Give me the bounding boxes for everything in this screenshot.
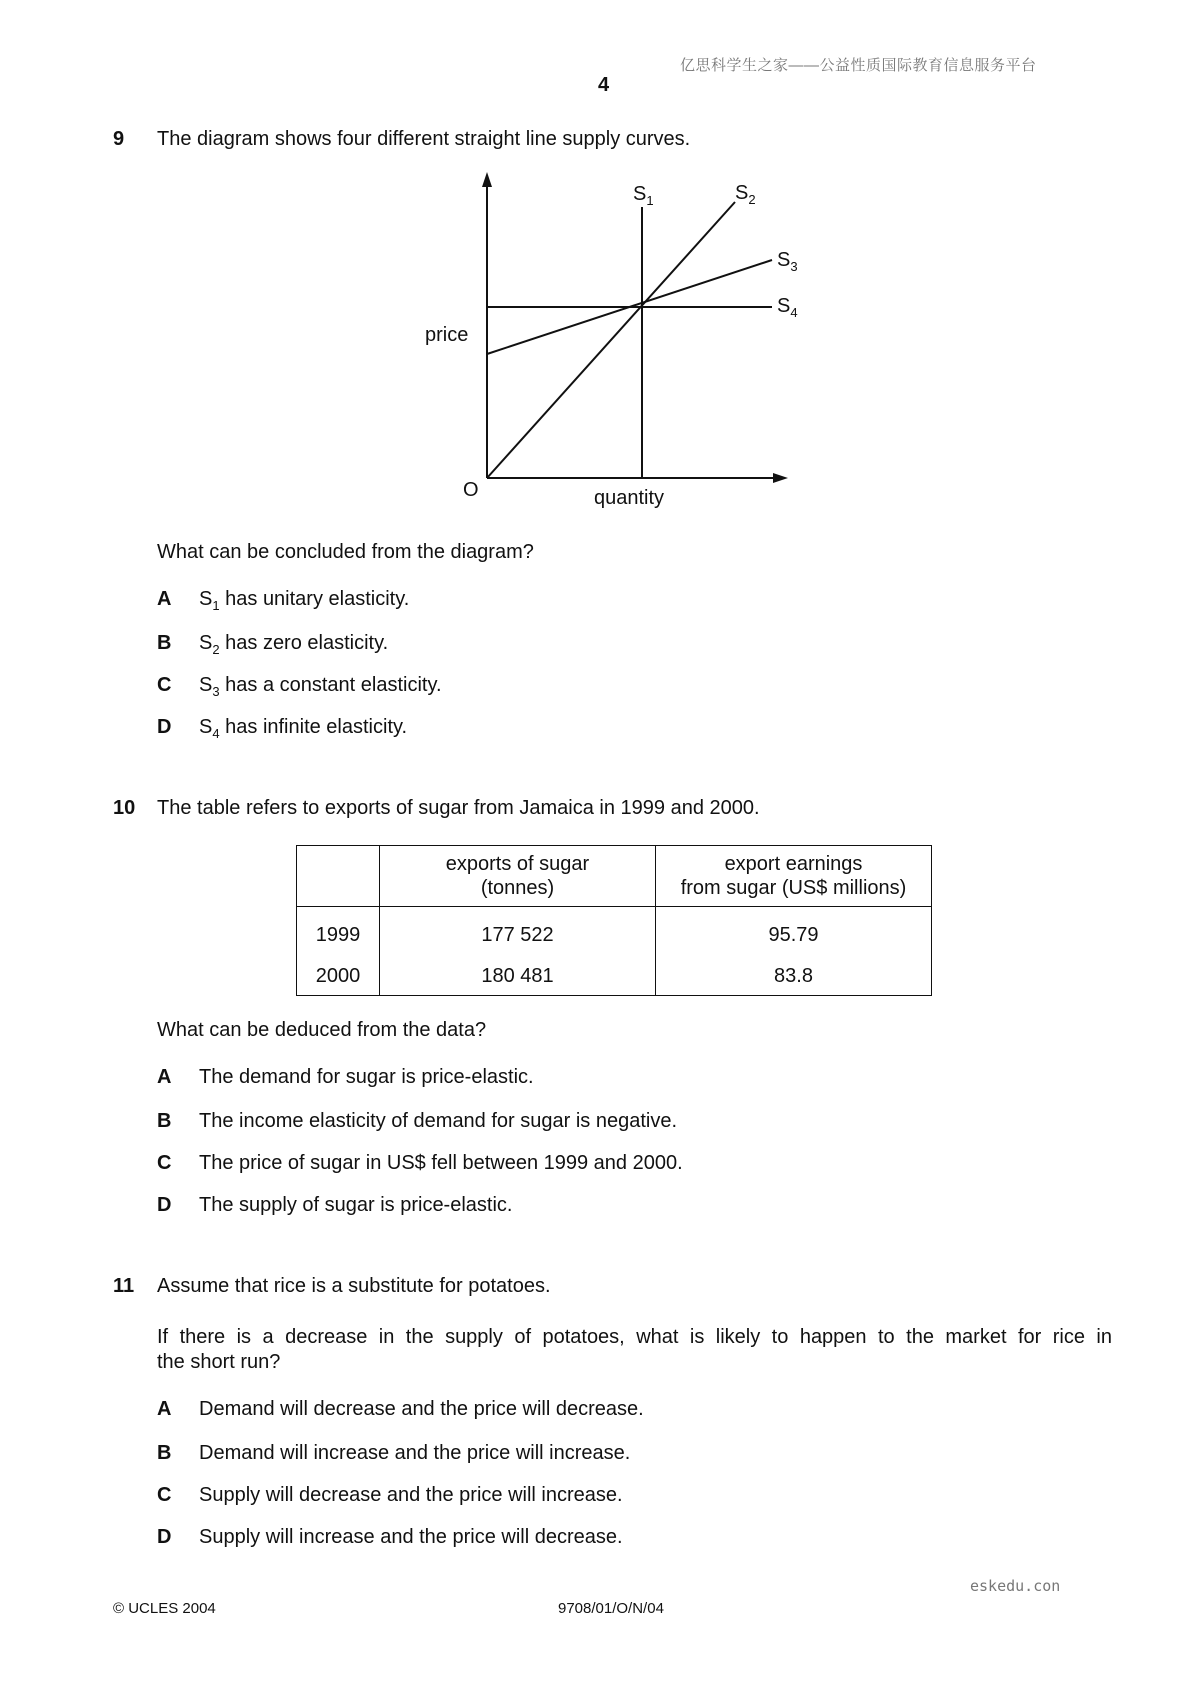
table-row	[297, 907, 932, 958]
table-cell-earnings: 95.79	[656, 907, 932, 958]
q10-question: What can be deduced from the data?	[157, 1019, 487, 1041]
q10-option-b: The income elasticity of demand for sugar is negative.	[199, 1110, 678, 1132]
q9-option-c-letter: C	[157, 674, 172, 696]
q11-question-line2: the short run?	[157, 1351, 281, 1373]
q11-number: 11	[113, 1275, 135, 1297]
q10-option-b-letter: B	[157, 1110, 172, 1132]
q9-option-d-letter: D	[157, 716, 172, 738]
label-s3: $S_3$	[777, 249, 798, 274]
table-header-empty	[297, 846, 380, 907]
table-cell-year: 2000	[297, 957, 380, 996]
q9-option-a-letter: A	[157, 588, 172, 610]
table-cell-earnings: 83.8	[656, 957, 932, 996]
q11-option-b: Demand will increase and the price will increase.	[199, 1442, 631, 1464]
label-s1: $S_1$	[633, 183, 654, 208]
page-number: 4	[598, 74, 610, 96]
q10-option-c-letter: C	[157, 1152, 172, 1174]
q10-option-d: The supply of sugar is price-elastic.	[199, 1194, 513, 1216]
q11-option-d: Supply will increase and the price will decrease.	[199, 1526, 623, 1548]
label-s4: $S_4$	[777, 295, 798, 320]
table-cell-exports: 180 481	[380, 957, 656, 996]
q9-option-d: $S_4$ has infinite elasticity.	[199, 716, 408, 741]
footer-copyright: © UCLES 2004	[113, 1600, 216, 1617]
x-axis-label: quantity	[594, 487, 665, 509]
y-axis-label: price	[425, 324, 469, 346]
footer-watermark: eskedu.con	[970, 1577, 1061, 1595]
q11-question-line1: If there is a decrease in the supply of potatoes, what is likely to happen to the market for rice in	[157, 1326, 1112, 1348]
q9-stem: The diagram shows four different straight line supply curves.	[157, 128, 691, 150]
y-axis-arrow	[482, 172, 492, 187]
q9-question: What can be concluded from the diagram?	[157, 541, 534, 563]
curve-s2	[487, 202, 735, 478]
table-header-earnings: export earnings from sugar (US$ millions)	[656, 846, 932, 907]
footer-code: 9708/01/O/N/04	[558, 1600, 664, 1617]
supply-curves-diagram	[410, 170, 810, 515]
q11-option-d-letter: D	[157, 1526, 172, 1548]
q9-option-c: $S_3$ has a constant elasticity.	[199, 674, 442, 699]
origin-label: O	[463, 479, 479, 501]
q11-option-b-letter: B	[157, 1442, 172, 1464]
q10-number: 10	[113, 797, 136, 819]
q10-stem: The table refers to exports of sugar from Jamaica in 1999 and 2000.	[157, 797, 760, 819]
q11-option-a: Demand will decrease and the price will decrease.	[199, 1398, 644, 1420]
q10-option-a-letter: A	[157, 1066, 172, 1088]
q9-option-b-letter: B	[157, 632, 172, 654]
q9-option-b: $S_2$ has zero elasticity.	[199, 632, 389, 657]
label-s2: $S_2$	[735, 182, 756, 207]
header-watermark: 亿思科学生之家——公益性质国际教育信息服务平台	[680, 57, 1037, 74]
q9-option-a: $S_1$ has unitary elasticity.	[199, 588, 410, 613]
x-axis-arrow	[773, 473, 788, 483]
q11-option-c-letter: C	[157, 1484, 172, 1506]
q11-stem: Assume that rice is a substitute for potatoes.	[157, 1275, 551, 1297]
table-header-exports: exports of sugar (tonnes)	[380, 846, 656, 907]
sugar-exports-table	[296, 845, 932, 996]
table-row	[297, 957, 932, 996]
q10-option-d-letter: D	[157, 1194, 172, 1216]
q11-option-c: Supply will decrease and the price will increase.	[199, 1484, 623, 1506]
q11-option-a-letter: A	[157, 1398, 172, 1420]
q10-option-a: The demand for sugar is price-elastic.	[199, 1066, 534, 1088]
q9-number: 9	[113, 128, 125, 150]
table-cell-year: 1999	[297, 907, 380, 958]
table-cell-exports: 177 522	[380, 907, 656, 958]
q10-option-c: The price of sugar in US$ fell between 1999 and 2000.	[199, 1152, 683, 1174]
